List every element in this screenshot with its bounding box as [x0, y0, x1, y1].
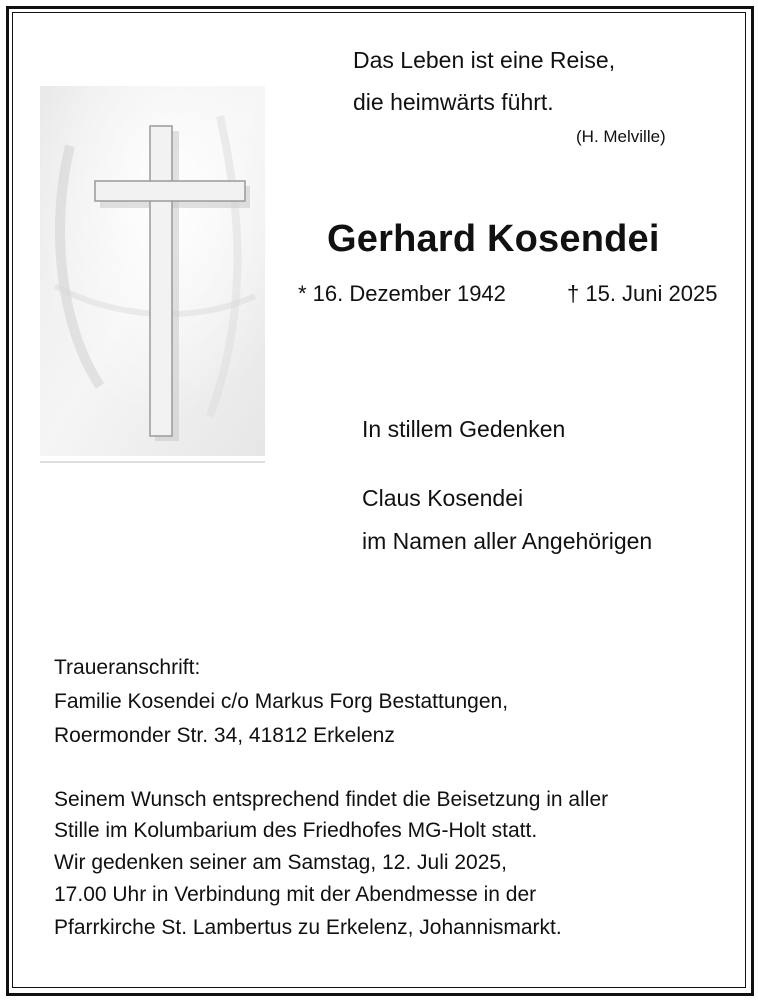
death-date: † 15. Juni 2025 [567, 281, 718, 306]
cross-image [40, 86, 265, 464]
notice-line-2: Stille im Kolumbarium des Friedhofes MG-Holt statt. [54, 819, 538, 842]
signer-on-behalf: im Namen aller Angehörigen [362, 528, 653, 554]
quote-line-2: die heimwärts führt. [353, 89, 554, 115]
notice-line-5: Pfarrkirche St. Lambertus zu Erkelenz, Johannismarkt. [54, 916, 562, 939]
notice-line-1: Seinem Wunsch entsprechend findet die Beisetzung in aller [54, 788, 609, 811]
address-heading: Traueranschrift: [54, 656, 201, 679]
quote-line-1: Das Leben ist eine Reise, [353, 47, 616, 73]
signer-name: Claus Kosendei [362, 485, 524, 511]
address-line-2: Roermonder Str. 34, 41812 Erkelenz [54, 724, 395, 747]
birth-date: * 16. Dezember 1942 [298, 281, 506, 306]
deceased-name: Gerhard Kosendei [327, 218, 660, 260]
notice-line-3: Wir gedenken seiner am Samstag, 12. Juli 2025, [54, 851, 507, 874]
address-line-1: Familie Kosendei c/o Markus Forg Bestattungen, [54, 690, 509, 713]
notice-line-4: 17.00 Uhr in Verbindung mit der Abendmesse in der [54, 883, 537, 906]
mourning-phrase: In stillem Gedenken [362, 416, 566, 442]
cross-icon [40, 86, 265, 464]
quote-author: (H. Melville) [576, 127, 666, 146]
